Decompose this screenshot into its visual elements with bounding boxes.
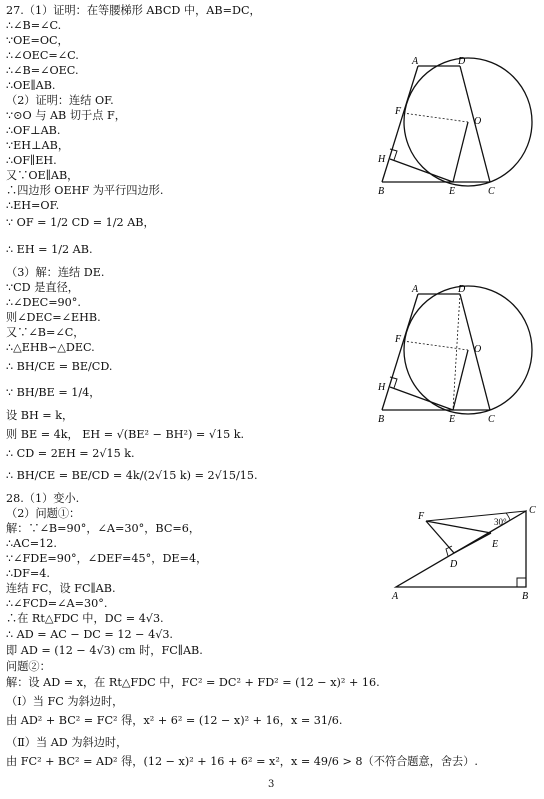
text-line: ∴ AD = AC − DC = 12 − 4√3. xyxy=(6,628,173,641)
text-line: ∵∠FDE=90°，∠DEF=45°，DE=4， xyxy=(6,552,208,565)
text-line: ∴四边形 OEHF 为平行四边形. xyxy=(6,184,164,197)
text-line: ∵ BH/BE = 1/4， xyxy=(6,386,101,399)
text-line: 又∵OE∥AB， xyxy=(6,169,79,182)
figure1-label: F xyxy=(395,106,402,117)
text-line: ∴OF∥EH. xyxy=(6,154,57,167)
geometry-figure-1 xyxy=(370,56,544,202)
text-line: 则 BE = 4k， EH = √(BE² − BH²) = √15 k. xyxy=(6,428,245,441)
text-line: ∴AC=12. xyxy=(6,537,57,550)
text-line: ∴∠DEC=90°. xyxy=(6,296,81,309)
figure3-label: F xyxy=(418,511,425,522)
text-line: 则∠DEC=∠EHB. xyxy=(6,311,101,324)
text-line: ∴在 Rt△FDC 中，DC = 4√3. xyxy=(6,612,164,625)
text-line: 即 AD = (12 − 4√3) cm 时，FC∥AB. xyxy=(6,644,203,657)
text-line: 解：∵∠B=90°，∠A=30°，BC=6， xyxy=(6,522,201,535)
text-line: ∴DF=4. xyxy=(6,567,50,580)
figure3-label: 30° xyxy=(494,517,507,527)
text-line: 28.（1）变小. xyxy=(6,492,80,505)
text-line: ∴EH=OF. xyxy=(6,199,60,212)
figure1-label: O xyxy=(474,116,482,127)
text-line: ∴∠OEC=∠C. xyxy=(6,49,79,62)
text-line: （Ⅰ）当 FC 为斜边时， xyxy=(6,695,124,708)
page-number: 3 xyxy=(268,779,275,790)
geometry-figure-2 xyxy=(370,284,544,430)
text-line: ∵EH⊥AB， xyxy=(6,139,70,152)
figure2-label: E xyxy=(449,414,456,425)
figure1-label: H xyxy=(378,154,386,165)
text-line: 由 FC² + BC² = AD² 得，(12 − x)² + 16 + 6² = x²，x = 49/6 > 8（不符合题意，舍去）. xyxy=(6,755,478,768)
text-line: ∴OF⊥AB. xyxy=(6,124,61,137)
figure3-label: C xyxy=(529,505,536,516)
text-line: ∵OE=OC， xyxy=(6,34,69,47)
figure1-label: B xyxy=(378,186,385,197)
text-line: ∴ BH/CE = BE/CD = 4k/(2√15 k) = 2√15/15. xyxy=(6,469,258,482)
figure3-label: A xyxy=(392,591,399,602)
figure2-label: A xyxy=(412,284,419,295)
text-line: ∵CD 是直径， xyxy=(6,281,79,294)
text-line: ∴OE∥AB. xyxy=(6,79,56,92)
text-line: ∴ EH = 1/2 AB. xyxy=(6,243,93,256)
figure1-label: A xyxy=(412,56,419,67)
figure2-label: F xyxy=(395,334,402,345)
figure3-label: D xyxy=(450,559,458,570)
text-line: ∴ CD = 2EH = 2√15 k. xyxy=(6,447,135,460)
text-line: ∴△EHB∽△DEC. xyxy=(6,341,95,354)
text-line: （2）证明：连结 OF. xyxy=(6,94,114,107)
figure2-label: D xyxy=(458,284,466,295)
text-line: 又∵∠B=∠C， xyxy=(6,326,85,339)
text-line: 解：设 AD = x，在 Rt△FDC 中，FC² = DC² + FD² = (12 − x)² + 16. xyxy=(6,676,380,689)
figure1-label: D xyxy=(458,56,466,67)
text-line: ∵ OF = 1/2 CD = 1/2 AB， xyxy=(6,216,155,229)
figure2-label: O xyxy=(474,344,482,355)
text-line: （2）问题①： xyxy=(6,507,81,520)
text-line: ∴∠B=∠C. xyxy=(6,19,62,32)
text-line: ∴∠FCD=∠A=30°. xyxy=(6,597,108,610)
figure1-label: E xyxy=(449,186,456,197)
text-line: ∵⊙O 与 AB 切于点 F， xyxy=(6,109,126,122)
text-line: ∴∠B=∠OEC. xyxy=(6,64,79,77)
text-line: ∴ BH/CE = BE/CD. xyxy=(6,360,113,373)
text-line: 由 AD² + BC² = FC² 得，x² + 6² = (12 − x)² + 16，x = 31/6. xyxy=(6,714,343,727)
figure3-label: E xyxy=(492,539,499,550)
figure2-label: C xyxy=(488,414,495,425)
text-line: 27.（1）证明：在等腰梯形 ABCD 中，AB=DC， xyxy=(6,4,261,17)
text-line: 设 BH = k， xyxy=(6,409,74,422)
text-line: （Ⅱ）当 AD 为斜边时， xyxy=(6,736,128,749)
figure2-label: B xyxy=(378,414,385,425)
geometry-figure-3 xyxy=(388,503,544,603)
text-line: 问题②： xyxy=(6,660,51,673)
text-line: 连结 FC，设 FC∥AB. xyxy=(6,582,116,595)
figure3-label: B xyxy=(522,591,529,602)
figure1-label: C xyxy=(488,186,495,197)
text-line: （3）解：连结 DE. xyxy=(6,266,105,279)
figure2-label: H xyxy=(378,382,386,393)
